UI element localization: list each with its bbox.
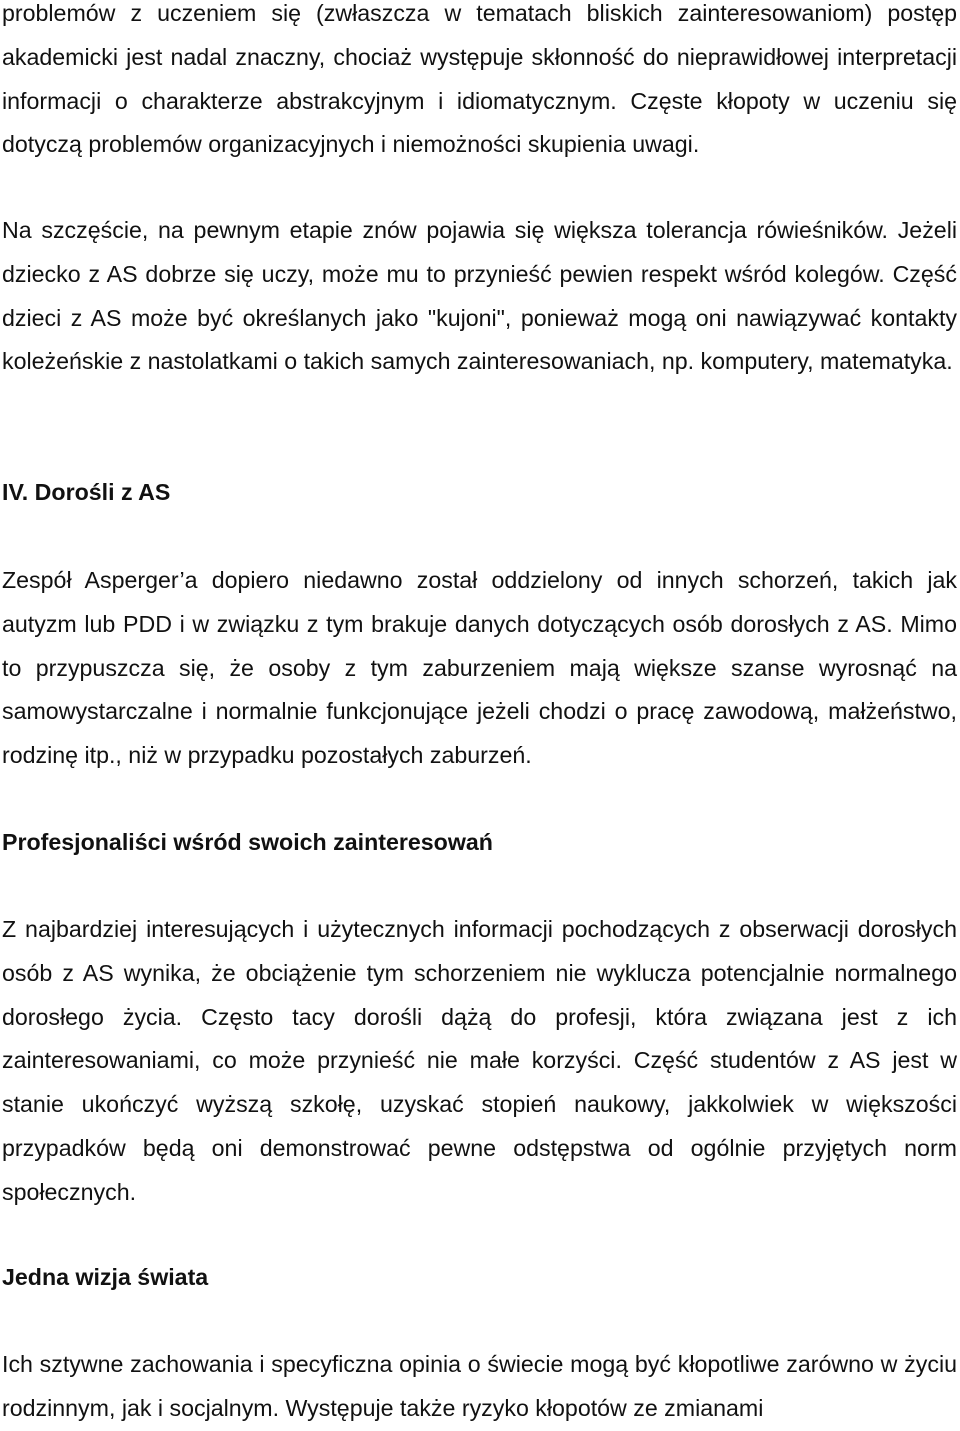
section-heading-world-view: Jedna wizja świata xyxy=(2,1264,209,1290)
paragraph-peer-tolerance: Na szczęście, na pewnym etapie znów pojawia się większa tolerancja rówieśników. Jeżeli dziecko z AS dobrze się uczy, może mu to przynieść pewien respekt wśród kolegów. Część dzieci z AS może być określanych jako "kujoni", ponieważ mogą oni nawiązywać kontakty koleżeńskie z nastolatkami o takich samych zainteresowaniach, np. komputery, matematyka. xyxy=(2,217,957,375)
section-heading-adults: IV. Dorośli z AS xyxy=(2,479,171,505)
paragraph-professionals: Z najbardziej interesujących i użytecznych informacji pochodzących z obserwacji dorosłych osób z AS wynika, że obciążenie tym schorzeniem nie wyklucza potencjalnie normalnego dorosłego życia. Często tacy dorośli dążą do profesji, która związana jest z ich zainteresowaniami, co może przynieść nie małe korzyści. Część studentów z AS jest w stanie ukończyć wyższą szkołę, uzyskać stopień naukowy, jakkolwiek w większości przypadków będą oni demonstrować pewne odstępstwa od ogólnie przyjętych norm społecznych. xyxy=(2,916,957,1205)
paragraph-learning-problems: problemów z uczeniem się (zwłaszcza w tematach bliskich zainteresowaniom) postęp akademicki jest nadal znaczny, chociaż występuje skłonność do nieprawidłowej interpretacji informacji o charakterze abstrakcyjnym i idiomatycznym. Częste kłopoty w uczeniu się dotyczą problemów organizacyjnych i niemożności skupienia uwagi. xyxy=(2,0,957,158)
paragraph-world-view: Ich sztywne zachowania i specyficzna opinia o świecie mogą być kłopotliwe zarówno w życiu rodzinnym, jak i socjalnym. Występuje także ryzyko kłopotów ze zmianami xyxy=(2,1351,957,1421)
paragraph-adults-with-as: Zespół Asperger’a dopiero niedawno został oddzielony od innych schorzeń, takich jak autyzm lub PDD i w związku z tym brakuje danych dotyczących osób dorosłych z AS. Mimo to przypuszcza się, że osoby z tym zaburzeniem mają większe szanse wyrosnąć na samowystarczalne i normalnie funkcjonujące jeżeli chodzi o pracę zawodową, małżeństwo, rodzinę itp., niż w przypadku pozostałych zaburzeń. xyxy=(2,567,957,769)
section-heading-professionals: Profesjonaliści wśród swoich zainteresowań xyxy=(2,829,493,855)
